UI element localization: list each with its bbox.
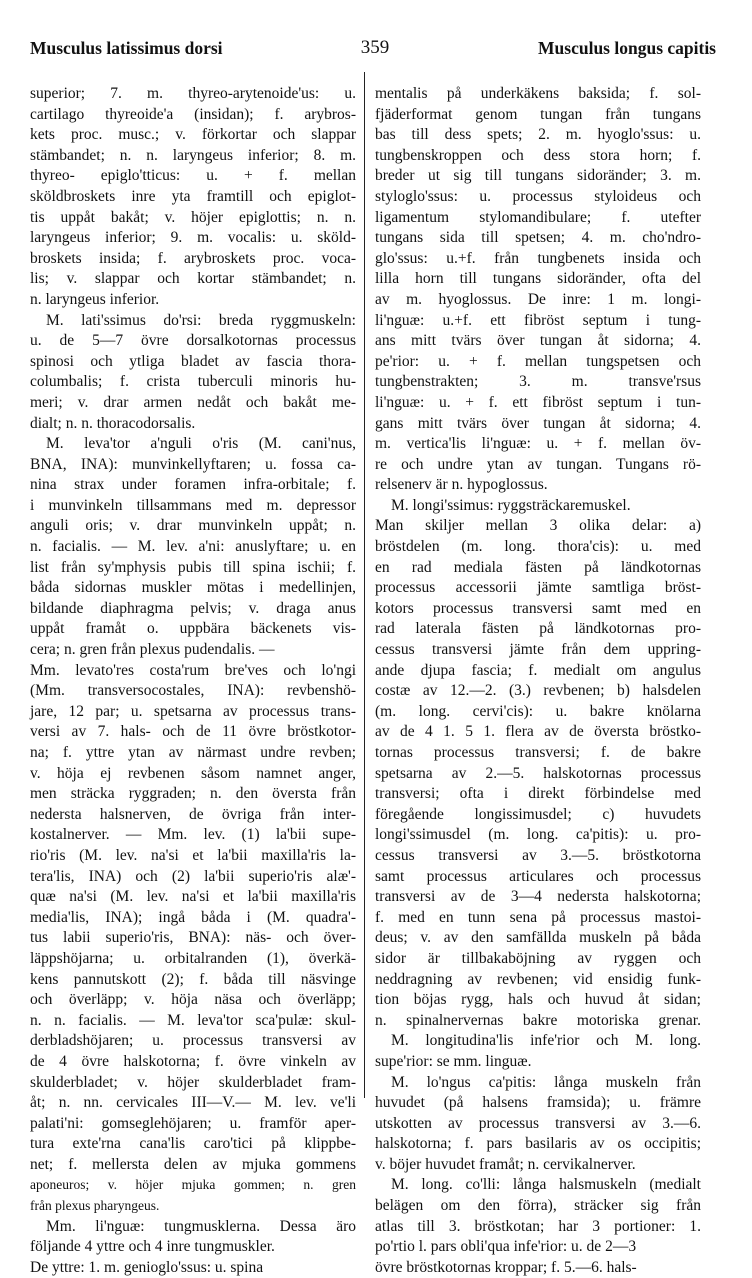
text-line: mentalis på underkäkens baksida; f. sol- [375,85,701,102]
text-line: net; f. mellersta delen av mjuka gommens [30,1155,356,1173]
text-line: kotors processus transversi samt med en [375,599,701,617]
text-line: Mm. levato'res costa'rum bre'ves och lo'ngi [30,661,356,679]
text-line: quæ na'si (M. lev. na'si et la'bii maxilla'ris [30,888,356,906]
text-line: processus accessorii jämte samtliga bröst- [375,579,701,597]
text-line: broskets insida; f. arybroskets proc. voca- [30,249,356,267]
text-line: men sträcka ryggraden; n. den översta från [30,785,356,803]
header-right-term: Musculus longus capitis [538,38,716,58]
text-line: n. laryngeus inferior. [30,290,160,308]
running-header [30,36,716,64]
text-line: M. lo'ngus ca'pitis: långa muskeln från [391,1073,701,1091]
text-line: tungbenskroppen och dess stora horn; f. [375,146,701,164]
text-line: derbladshöjaren; u. processus transversi av [30,1032,356,1050]
text-line: cessus transversi jämte från dem uppring- [375,641,701,659]
text-line: en rad mediala fästen på ländkotornas [375,558,701,576]
text-line: atlas till 3. bröstkotan; har 3 portioner: 1. [375,1217,701,1235]
text-line: fjäderformat genom tungan från tungans [375,105,701,123]
text-line: Mm. li'nguæ: tungmusklerna. Dessa äro [46,1217,356,1235]
text-line: ligamentum stylomandibulare; f. utefter [375,208,701,226]
text-line: list från sy'mphysis pubis till spina ischii; f. [30,558,356,576]
text-line: laryngeus inferior; 9. m. vocalis: u. sköld- [30,229,356,247]
right-column [375,84,701,1278]
text-line: palati'ni: gomseglehöjaren; u. framför aper- [30,1114,356,1132]
text-line: n. facialis. — M. lev. a'ni: anuslyftare; u. en [30,538,356,556]
text-line: huvudet (på halsens framsida); u. främre [375,1094,701,1112]
text-line: tion böjas rygg, hals och huvud åt sidan; [375,991,701,1009]
text-line: tis uppåt bakåt; v. höjer epiglottis; n. n. [30,208,356,226]
text-line: v. böjer huvudet framåt; n. cervikalnerver. [375,1155,636,1173]
text-line: de 4 övre halskotorna; f. övre vinkeln av [30,1052,356,1070]
text-line: tornas processus transversi; f. de bakre [375,744,701,761]
text-line: jare, 12 par; u. spetsarna av processus trans- [30,702,356,720]
text-line: i munvinkeln tillsammans med m. depressor [30,496,356,514]
text-line: rio'ris (M. lev. na'si et la'bii maxilla'ris la- [30,846,356,864]
text-line: av de 4 1. 5 1. flera av de översta bröstko- [375,723,701,741]
text-line: halskotorna; f. pars basilaris av os occipitis; [375,1135,701,1153]
text-line: na; f. yttre ytan av närmast undre revben; [30,744,356,761]
text-line: anguli oris; v. drar munvinkeln uppåt; n. [30,517,356,535]
text-line: M. longitudina'lis infe'rior och M. long. [391,1032,701,1050]
text-line: M. lati'ssimus do'rsi: breda ryggmuskeln: [46,311,356,329]
left-column [30,84,356,1278]
text-line: re och undre ytan av tungan. Tungans rö- [375,455,701,473]
text-line: tungans sida till spetsen; 4. m. cho'ndro- [375,229,701,247]
text-line: tura exte'rna cana'lis caro'tici på klippbe- [30,1135,356,1153]
text-line: bildande diaphragma pelvis; v. draga anus [30,599,356,617]
text-line: aponeuros; v. höjer mjuka gommen; n. gren [30,1177,356,1193]
text-line: och överläpp; v. höja näsa och överläpp; [30,991,356,1009]
text-line: sidor är tillbakaböjning av ryggen och [375,949,701,967]
text-line: dialt; n. n. thoracodorsalis. [30,414,196,432]
text-line: meri; v. drar armen nedåt och bakåt me- [30,393,356,411]
column-divider [364,72,365,1098]
text-line: breder ut sig till tungans sidoränder; 3. m. [375,167,701,185]
text-line: gans mitt tvärs över tungan åt sidorna; 4. [375,414,701,432]
text-line: cera; n. gren från plexus pudendalis. — [30,641,275,659]
text-line: av m. hyoglossus. De inre: 1 m. longi- [375,290,701,308]
text-line: lis; v. slappar och kortar stämbandet; n. [30,270,356,288]
text-line: övre bröstkotornas kroppar; f. 5.—6. hals- [375,1258,637,1276]
text-line: pe'rior: u. + f. mellan tungspetsen och [375,352,701,370]
text-line: spetsarna av 2.—5. halskotornas processus [375,764,701,782]
text-line: BNA, INA): munvinkellyftaren; u. fossa ca- [30,455,356,473]
text-line: styloglo'ssus: u. processus styloideus och [375,187,701,205]
text-line: uppåt framåt o. uppbära bäckenets vis- [30,620,356,638]
text-line: n. n. facialis. — M. leva'tor sca'pulæ: skul- [30,1011,356,1029]
text-line: li'nguæ: u.+f. ett fibröst septum i tung- [375,311,701,329]
text-line: li'nguæ: u. + f. ett fibröst septum i tun- [375,393,701,411]
text-line: stämbandet; n. n. laryngeus inferior; 8. m. [30,146,356,164]
text-line: M. long. co'lli: långa halsmuskeln (medialt [391,1176,701,1194]
text-line: superior; 7. m. thyreo-arytenoide'us: u. [30,85,356,102]
text-line: (m. long. cervi'cis): u. bakre knölarna [375,702,701,720]
text-line: utskotten av processus transversi av 3.—6. [375,1114,701,1132]
text-line: kens pannutskott (2); f. båda till näsvinge [30,970,356,988]
text-line: relsenerv är n. hypoglossus. [375,476,548,494]
text-line: glo'ssus: u.+f. från tungbenets insida och [375,249,701,267]
text-line: deus; v. av den samfällda muskeln på båda [375,929,701,947]
text-line: åt; n. nn. cervicales III—V.— M. lev. ve'li [30,1094,356,1112]
text-line: costæ av 12.—2. (3.) revbenen; b) halsdelen [375,682,701,700]
text-line: (Mm. transversocostales, INA): revbenshö- [30,682,356,700]
text-line: po'rtio l. pars obli'qua infe'rior: u. de 2—3 [375,1238,637,1256]
text-line: föregående longissimusdel; c) huvudets [375,805,701,823]
text-line: columbalis; f. crista tuberculi minoris hu- [30,373,356,391]
page-number: 359 [360,37,390,58]
text-line: bas till dess spets; 2. m. hyoglo'ssus: u. [375,126,701,144]
text-line: samt processus articulares och processus [375,867,701,885]
text-line: cartilago thyreoide'a (insidan); f. arybros- [30,105,356,123]
header-left-term: Musculus latissimus dorsi [30,38,223,58]
text-line: De yttre: 1. m. genioglo'ssus: u. spina [30,1258,264,1276]
text-line: versi av 7. hals- och de 11 övre bröstkotor- [30,723,356,741]
text-line: Man skiljer mellan 3 olika delar: a) [375,517,701,535]
text-line: tungbenstrakten; 3. m. transve'rsus [375,373,701,391]
text-line: båda sidornas muskler mötas i medellinjen, [30,579,356,597]
text-line: spinosi och ytliga bladet av fascia thora- [30,352,356,370]
text-line: f. med en tunn sena på processus mastoi- [375,908,701,926]
text-line: n. spinalnervernas bakre motoriska grenar. [375,1011,701,1029]
text-line: följande 4 yttre och 4 inre tungmuskler. [30,1238,275,1256]
text-line: ande djupa fascia; f. medialt om angulus [375,661,701,679]
text-line: läppshöjarna; u. orbitalranden (1), överkä- [30,949,356,967]
text-line: rad laterala fästen på ländkotornas pro- [375,620,701,638]
text-line: transversi; ofta i direkt förbindelse med [375,785,701,803]
text-line: kets proc. musc.; v. förkortar och slappar [30,126,356,144]
text-line: M. leva'tor a'nguli o'ris (M. cani'nus, [46,435,356,453]
text-line: bröstdelen (m. long. thora'cis): u. med [375,538,701,556]
text-line: supe'rior: se mm. linguæ. [375,1052,532,1070]
text-line: thyreo- epiglo'tticus: u. + f. mellan [30,167,356,185]
text-line: sköldbroskets inre yta framtill och epiglot- [30,187,356,205]
text-line: v. höja ej revbenen såsom namnet anger, [30,764,356,782]
text-line: u. de 5—7 övre dorsalkotornas processus [30,332,356,350]
text-line: neddragning av revbenen; vid ensidig funk- [375,970,701,988]
text-line: skulderbladet; v. höjer skulderbladet fram- [30,1073,356,1091]
text-line: transversi av de 3—4 nedersta halskotorna; [375,888,701,906]
text-line: nedersta halsnerven, de övriga från inter- [30,805,356,823]
text-line: media'lis, INA); ingå båda i (M. quadra'- [30,908,356,926]
text-line: belägen om den förra), sträcker sig från [375,1197,701,1215]
text-line: cessus transversi av 3.—5. bröstkotorna [375,846,701,864]
text-line: ans mitt tvärs över tungan åt sidorna; 4. [375,332,701,350]
text-line: longi'ssimusdel (m. long. ca'pitis): u. pro- [375,826,701,844]
text-line: från plexus pharyngeus. [30,1198,160,1214]
text-line: m. vertica'lis li'nguæ: u. + f. mellan öv- [375,435,701,453]
text-line: tus labii superio'ris, BNA): näs- och över- [30,929,356,947]
text-line: nina strax under foramen infra-orbitale; f. [30,476,356,494]
text-line: tera'lis, INA) och (2) la'bii superio'ris alæ'- [30,867,356,885]
text-line: lilla horn till tungans sidoränder, ofta del [375,270,701,288]
text-line: M. longi'ssimus: ryggsträckaremuskel. [391,496,631,514]
text-line: kostalnerver. — Mm. lev. (1) la'bii supe- [30,826,356,844]
